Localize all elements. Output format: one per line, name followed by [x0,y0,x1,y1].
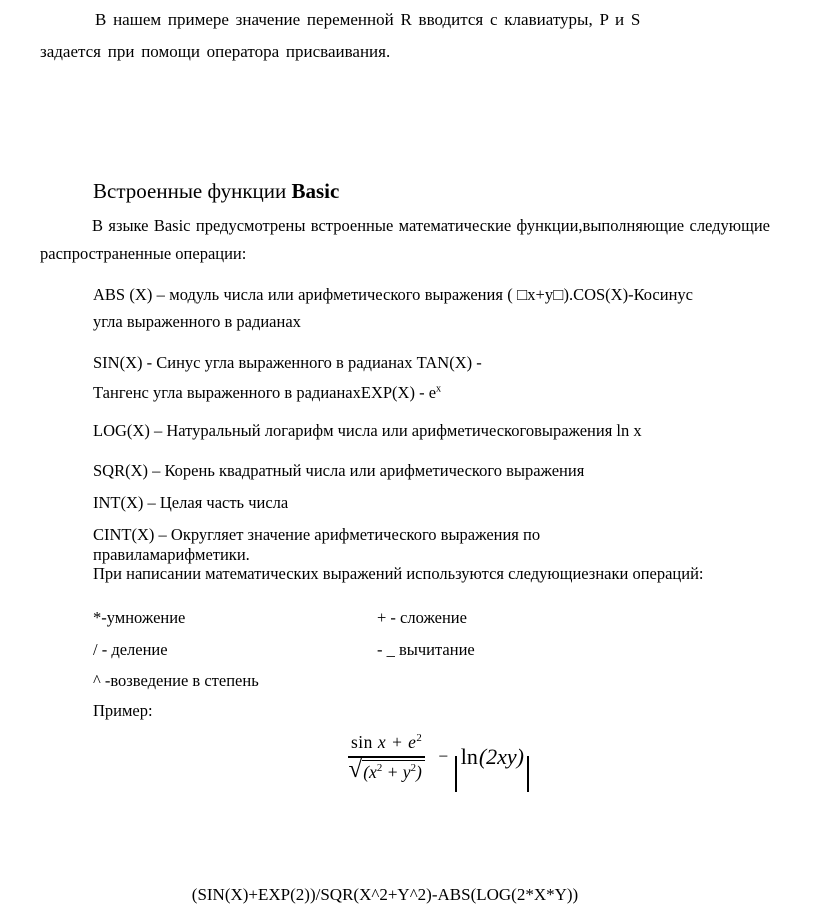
function-sin-line-1: SIN(X) - Синус угла выраженного в радианах TAN(X) - [93,353,482,372]
minus-sign: − [438,746,449,766]
math-formula [344,732,529,785]
function-abs-line-1: ABS (X) – модуль числа или арифметического выражения ( □x+y□).COS(X)-Косинус [93,285,693,304]
function-log: LOG(X) – Натуральный логарифм числа или арифметическоговыражения ln x [93,421,642,440]
abs-bar-right [527,756,529,792]
function-cint: CINT(X) – Округляет значение арифметического выражения по правиламарифметики. [93,525,541,564]
code-expression: (SIN(X)+EXP(2))/SQR(X^2+Y^2)-ABS(LOG(2*X*Y)) [191,885,579,904]
heading-bold-text: Basic [291,179,340,203]
operator-subtract: - _ вычитание [377,640,475,659]
absolute-value-group [455,741,528,777]
function-abs [93,281,693,335]
function-int: INT(X) – Целая часть числа [93,493,289,512]
operator-multiply: *-умножение [93,608,186,627]
function-sqr: SQR(X) – Корень квадратный числа или арифметического выражения [93,461,585,480]
function-sin [93,348,693,408]
fraction [344,732,429,785]
exp-superscript: x [436,383,442,395]
section-heading [93,178,339,204]
fraction-denominator [348,756,424,785]
lead-paragraph [40,212,770,268]
intro-paragraph [40,4,772,68]
function-abs-line-2: угла выраженного в радианах [93,312,301,331]
function-sin-line-2: Тангенс угла выраженного в радианахEXP(X) - $e^x$ [93,383,442,402]
heading-normal-text: Встроенные функции [93,179,292,203]
lead-line-2: распространенные операции: [40,244,247,263]
ln-function: ln [460,743,478,769]
operator-add: + - сложение [377,608,467,627]
operators-intro: При написании математических выражений используются следующиезнаки операций: [93,564,704,583]
lead-line-1: В языке Basic предусмотрены встроенные математические функции,выполняющие следующие [92,216,770,235]
ln-argument: (2xy) [478,743,525,769]
intro-line-1: В нашем примере значение переменной R вводится с клавиатуры, P и S [95,10,641,29]
fraction-numerator: sin x + e$^2$ [351,732,423,752]
radical-sign-icon: √ [348,756,363,783]
operator-divide: / - деление [93,640,168,659]
operator-power: ^ -возведение в степень [93,671,259,690]
example-label: Пример: [93,701,153,720]
intro-line-2: задается при помощи оператора присваивания. [40,42,391,61]
radicand: (x$^2$ + y$^2$) [362,760,425,783]
